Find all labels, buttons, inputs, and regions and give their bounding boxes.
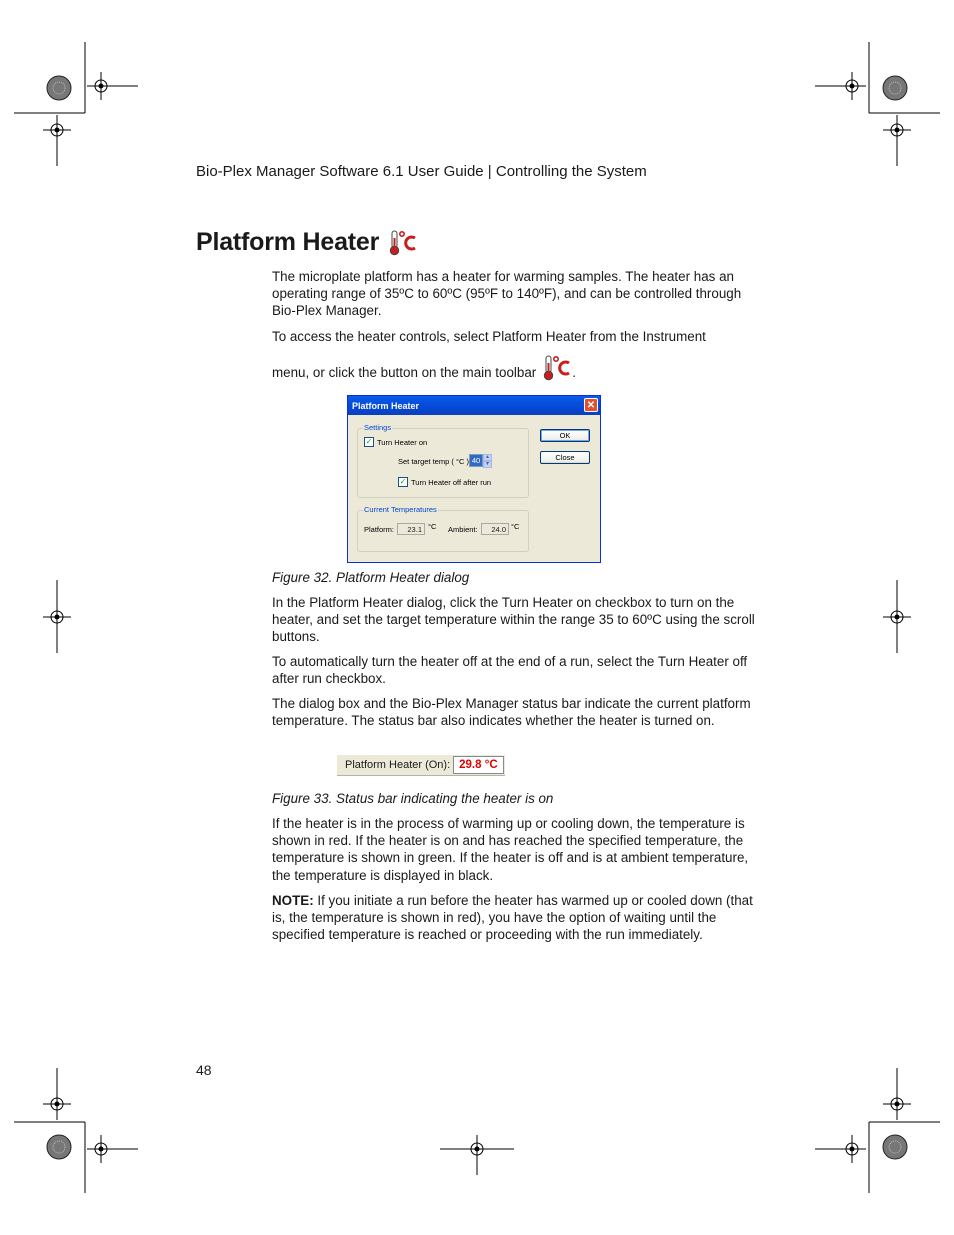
close-button[interactable]: Close <box>540 451 590 464</box>
registration-mark-icon <box>883 1135 907 1159</box>
platform-label: Platform: <box>364 525 395 534</box>
registration-mark-icon <box>883 76 907 100</box>
turn-heater-off-after-run-label: Turn Heater off after run <box>411 477 492 487</box>
page-number: 48 <box>196 1062 212 1078</box>
platform-unit: °C <box>428 522 437 531</box>
dialog-title: Platform Heater <box>352 400 420 411</box>
page-title <box>196 228 417 257</box>
note-paragraph <box>272 892 762 944</box>
figure-33-caption: Figure 33. Status bar indicating the heater is on <box>272 791 554 806</box>
check-icon: ✓ <box>365 437 373 446</box>
auto-off-paragraph: To automatically turn the heater off at the end of a run, select the Turn Heater off after run checkbox. <box>272 654 748 687</box>
thermometer-celsius-icon <box>387 229 417 257</box>
turn-heater-on-checkbox[interactable] <box>364 437 427 447</box>
target-temp-input[interactable]: 40 <box>469 454 483 467</box>
status-bar-label: Platform Heater (On): <box>345 759 451 771</box>
access-paragraph-line2 <box>272 354 762 382</box>
check-icon: ✓ <box>399 477 407 486</box>
ambient-temp-value: 24.0 <box>481 523 509 535</box>
registration-mark-icon <box>47 1135 71 1159</box>
target-temp-stepper[interactable] <box>469 454 492 467</box>
status-bar <box>337 754 505 776</box>
turn-heater-off-after-run-checkbox[interactable] <box>398 477 491 487</box>
ok-button[interactable]: OK <box>540 429 590 442</box>
turn-heater-on-label: Turn Heater on <box>377 437 428 447</box>
access-paragraph-line1: To access the heater controls, select Platform Heater from the Instrument <box>272 329 706 344</box>
registration-mark-icon <box>47 76 71 100</box>
figure-32-caption: Figure 32. Platform Heater dialog <box>272 570 470 585</box>
note-text: If you initiate a run before the heater has warmed up or cooled down (that is, the temperature is shown in red), you have the option of waiting until the specified temperature is reached or proceeding with the run immediately. <box>272 893 753 943</box>
access-paragraph-text: menu, or click the button on the main toolbar <box>272 364 537 380</box>
intro-paragraph: The microplate platform has a heater for warming samples. The heater has an operating range of 35ºC to 60ºC (95ºF to 140ºF), and can be controlled through Bio-Plex Manager. <box>272 269 742 319</box>
note-label: NOTE: <box>272 893 314 908</box>
close-icon[interactable]: ✕ <box>584 398 598 412</box>
page-title-text: Platform Heater <box>196 228 380 256</box>
target-temp-scroll-buttons[interactable] <box>483 454 492 467</box>
dialog-title-bar <box>348 396 600 415</box>
color-meaning-paragraph: If the heater is in the process of warming up or cooling down, the temperature is shown in red. If the heater is on and has reached the specified temperature, the temperature is shown in green. If the heater is off and is at ambient temperature, the temperature is displayed in black. <box>272 816 749 883</box>
ambient-label: Ambient: <box>448 525 478 534</box>
current-temperatures-label: Current Temperatures <box>364 505 437 514</box>
dialog-usage-paragraph: In the Platform Heater dialog, click the Turn Heater on checkbox to turn on the heater, and set the target temperature within the range 35 to 60ºC using the scroll buttons. <box>272 595 755 645</box>
status-paragraph: The dialog box and the Bio-Plex Manager status bar indicate the current platform temperature. The status bar also indicates whether the heater is turned on. <box>272 696 751 729</box>
thermometer-celsius-icon <box>540 354 572 382</box>
settings-group <box>357 423 529 498</box>
current-temperatures-group <box>357 505 529 552</box>
platform-temp-value: 23.1 <box>397 523 425 535</box>
running-header: Bio-Plex Manager Software 6.1 User Guide | Controlling the System <box>196 163 647 180</box>
status-bar-temperature: 29.8 °C <box>453 756 503 774</box>
platform-heater-dialog <box>347 395 601 563</box>
settings-group-label: Settings <box>364 423 392 432</box>
ambient-unit: °C <box>511 522 520 531</box>
period: . <box>572 364 576 380</box>
target-temp-label: Set target temp ( °C ) <box>398 457 469 466</box>
spin-up-icon[interactable]: ▲ <box>483 454 492 461</box>
spin-down-icon[interactable]: ▼ <box>483 461 492 468</box>
